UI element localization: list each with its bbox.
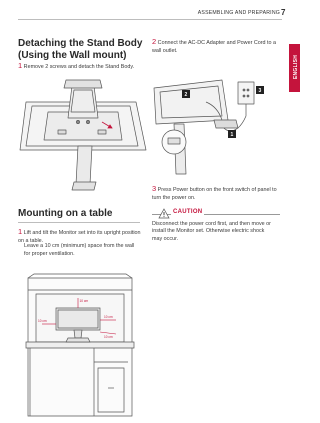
detaching-title: Detaching the Stand Body (Using the Wall mount) bbox=[18, 38, 143, 61]
header-divider bbox=[18, 19, 282, 20]
caution-label: CAUTION bbox=[173, 209, 203, 215]
language-tab-label: ENGLISH bbox=[293, 54, 299, 80]
adapter-connection-illustration bbox=[150, 70, 280, 180]
connect-step bbox=[152, 38, 280, 55]
mounting-divider bbox=[18, 222, 140, 223]
callout-1: 1 bbox=[230, 132, 234, 138]
clearance-label-left: 10 cm bbox=[38, 319, 47, 323]
clearance-label-back: 10 cm bbox=[104, 335, 113, 339]
section-header: ASSEMBLING AND PREPARING bbox=[197, 10, 280, 16]
detaching-step bbox=[18, 62, 148, 72]
mounting-step-text: Lift and tilt the Monitor set into its upright position on a table. bbox=[18, 230, 141, 244]
connect-step-text: Connect the AC-DC Adapter and Power Cord to a wall outlet. bbox=[152, 40, 277, 54]
clearance-label-right: 10 cm bbox=[104, 315, 113, 319]
power-step bbox=[152, 185, 280, 202]
warning-icon bbox=[158, 208, 170, 219]
detaching-step-text: Remove 2 screws and detach the Stand Body. bbox=[23, 64, 135, 70]
mounting-title: Mounting on a table bbox=[18, 208, 113, 219]
table-mount-illustration bbox=[24, 272, 136, 418]
power-step-number: 3 bbox=[152, 184, 157, 193]
detaching-step-number: 1 bbox=[18, 61, 23, 70]
callout-3: 3 bbox=[258, 88, 262, 94]
power-step-text: Press Power button on the front switch of panel to turn the power on. bbox=[152, 187, 277, 201]
clearance-label-top: 10 cm bbox=[79, 299, 89, 303]
page-number: 7 bbox=[281, 8, 286, 17]
language-tab bbox=[289, 44, 300, 92]
caution-text: Disconnect the power cord first, and then move or install the Monitor set. Otherwise electric shock may occur. bbox=[152, 221, 271, 242]
mounting-step-note: Leave a 10 cm (minimum) space from the wall for proper ventilation. bbox=[24, 243, 135, 257]
mounting-step-number: 1 bbox=[18, 227, 23, 236]
connect-step-number: 2 bbox=[152, 37, 157, 46]
callout-2: 2 bbox=[184, 92, 188, 98]
stand-detach-illustration bbox=[18, 72, 148, 198]
